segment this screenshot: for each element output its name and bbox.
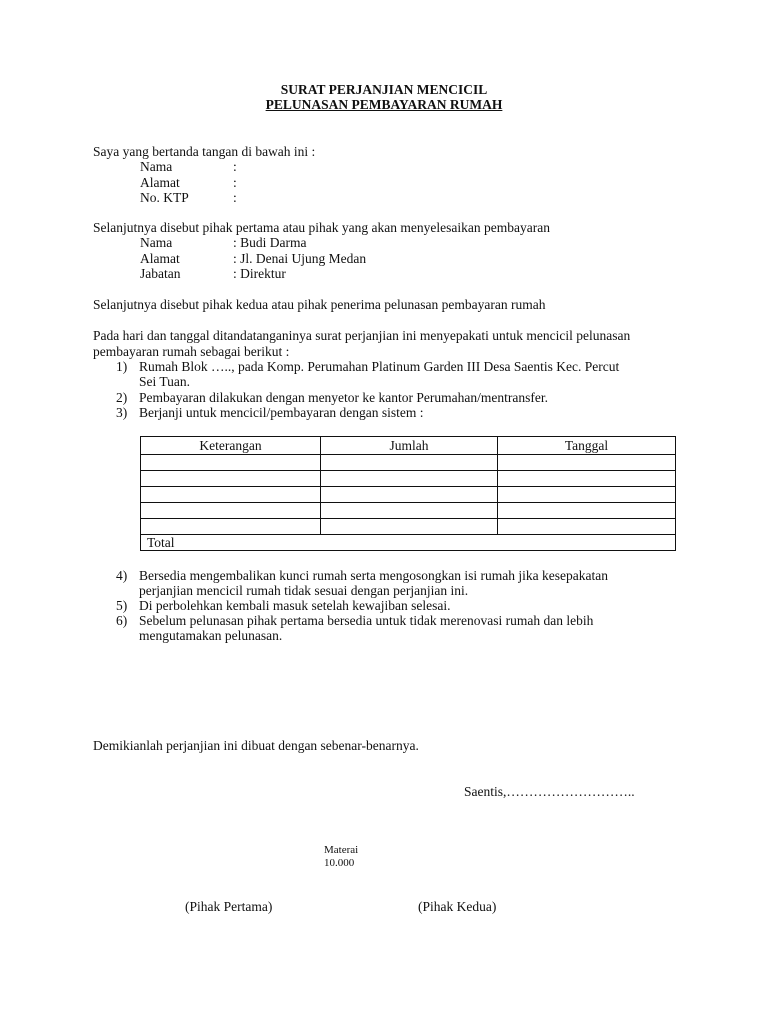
terms-list-a (116, 359, 676, 429)
table-cell[interactable] (498, 519, 676, 535)
table-cell[interactable] (141, 455, 321, 471)
party2-fields (140, 235, 440, 281)
table-total-row (141, 535, 676, 551)
item-number: 3) (116, 405, 128, 420)
table-row (141, 471, 676, 487)
table-header-row (141, 437, 676, 455)
total-label: Total (141, 535, 676, 551)
table-cell[interactable] (498, 503, 676, 519)
item-text: Bersedia mengembalikan kunci rumah serta mengosongkan isi rumah jika kesepakatan (139, 568, 608, 583)
item-number: 2) (116, 390, 128, 405)
field-value: : (233, 190, 237, 205)
table-cell[interactable] (321, 471, 498, 487)
table-cell[interactable] (141, 503, 321, 519)
field-label: Nama (140, 159, 173, 174)
item-number: 5) (116, 598, 128, 613)
column-header-keterangan: Keterangan (141, 437, 321, 455)
field-label: Nama (140, 235, 173, 250)
document-subtitle: PELUNASAN PEMBAYARAN RUMAH (265, 97, 503, 112)
field-label: Alamat (140, 251, 180, 266)
table-cell[interactable] (498, 487, 676, 503)
table-row (141, 519, 676, 535)
table-cell[interactable] (141, 487, 321, 503)
field-value: : (233, 175, 237, 190)
materai-label: Materai (324, 844, 359, 856)
item-text-cont: Sei Tuan. (139, 374, 191, 389)
field-value: : Budi Darma (233, 235, 307, 250)
item-text: Sebelum pelunasan pihak pertama bersedia untuk tidak merenovasi rumah dan lebih (139, 613, 594, 628)
table-row (141, 503, 676, 519)
item-text-cont: mengutamakan pelunasan. (139, 628, 283, 643)
signature-second-party: (Pihak Kedua) (418, 899, 497, 914)
item-text: Pembayaran dilakukan dengan menyetor ke kantor Perumahan/mentransfer. (139, 390, 548, 405)
field-value: : (233, 159, 237, 174)
party1-description: Selanjutnya disebut pihak pertama atau pihak yang akan menyelesaikan pembayaran (93, 220, 550, 235)
item-text-cont: perjanjian mencicil rumah tidak sesuai dengan perjanjian ini. (139, 583, 469, 598)
table-cell[interactable] (321, 487, 498, 503)
materai-amount: 10.000 (324, 857, 355, 869)
table-cell[interactable] (141, 471, 321, 487)
item-number: 6) (116, 613, 128, 628)
place-date-line: Saentis,……………………….. (464, 784, 635, 799)
table-cell[interactable] (498, 471, 676, 487)
closing-statement: Demikianlah perjanjian ini dibuat dengan sebenar-benarnya. (93, 738, 419, 753)
field-label: Jabatan (140, 266, 181, 281)
signature-first-party: (Pihak Pertama) (185, 899, 273, 914)
table-cell[interactable] (141, 519, 321, 535)
field-label: No. KTP (140, 190, 189, 205)
table-cell[interactable] (498, 455, 676, 471)
party1-fields (140, 159, 440, 205)
terms-list-b (116, 568, 676, 648)
item-text: Di perbolehkan kembali masuk setelah kewajiban selesai. (139, 598, 451, 613)
document-title: SURAT PERJANJIAN MENCICIL (280, 82, 488, 97)
field-value: : Jl. Denai Ujung Medan (233, 251, 367, 266)
item-number: 1) (116, 359, 128, 374)
item-number: 4) (116, 568, 128, 583)
table-cell[interactable] (321, 455, 498, 471)
item-text: Berjanji untuk mencicil/pembayaran dengan sistem : (139, 405, 424, 420)
agreement-line2: pembayaran rumah sebagai berikut : (93, 344, 290, 359)
field-label: Alamat (140, 175, 180, 190)
column-header-jumlah: Jumlah (321, 437, 498, 455)
agreement-line1: Pada hari dan tanggal ditandatanganinya surat perjanjian ini menyepakati untuk mencicil pelunasan (93, 328, 631, 343)
installment-table (140, 436, 676, 551)
party2-description: Selanjutnya disebut pihak kedua atau pihak penerima pelunasan pembayaran rumah (93, 297, 546, 312)
intro-text: Saya yang bertanda tangan di bawah ini : (93, 144, 316, 159)
table-row (141, 455, 676, 471)
field-value: : Direktur (233, 266, 286, 281)
column-header-tanggal: Tanggal (498, 437, 676, 455)
table-row (141, 487, 676, 503)
table-cell[interactable] (321, 503, 498, 519)
table-cell[interactable] (321, 519, 498, 535)
item-text: Rumah Blok ….., pada Komp. Perumahan Platinum Garden III Desa Saentis Kec. Percut (139, 359, 620, 374)
